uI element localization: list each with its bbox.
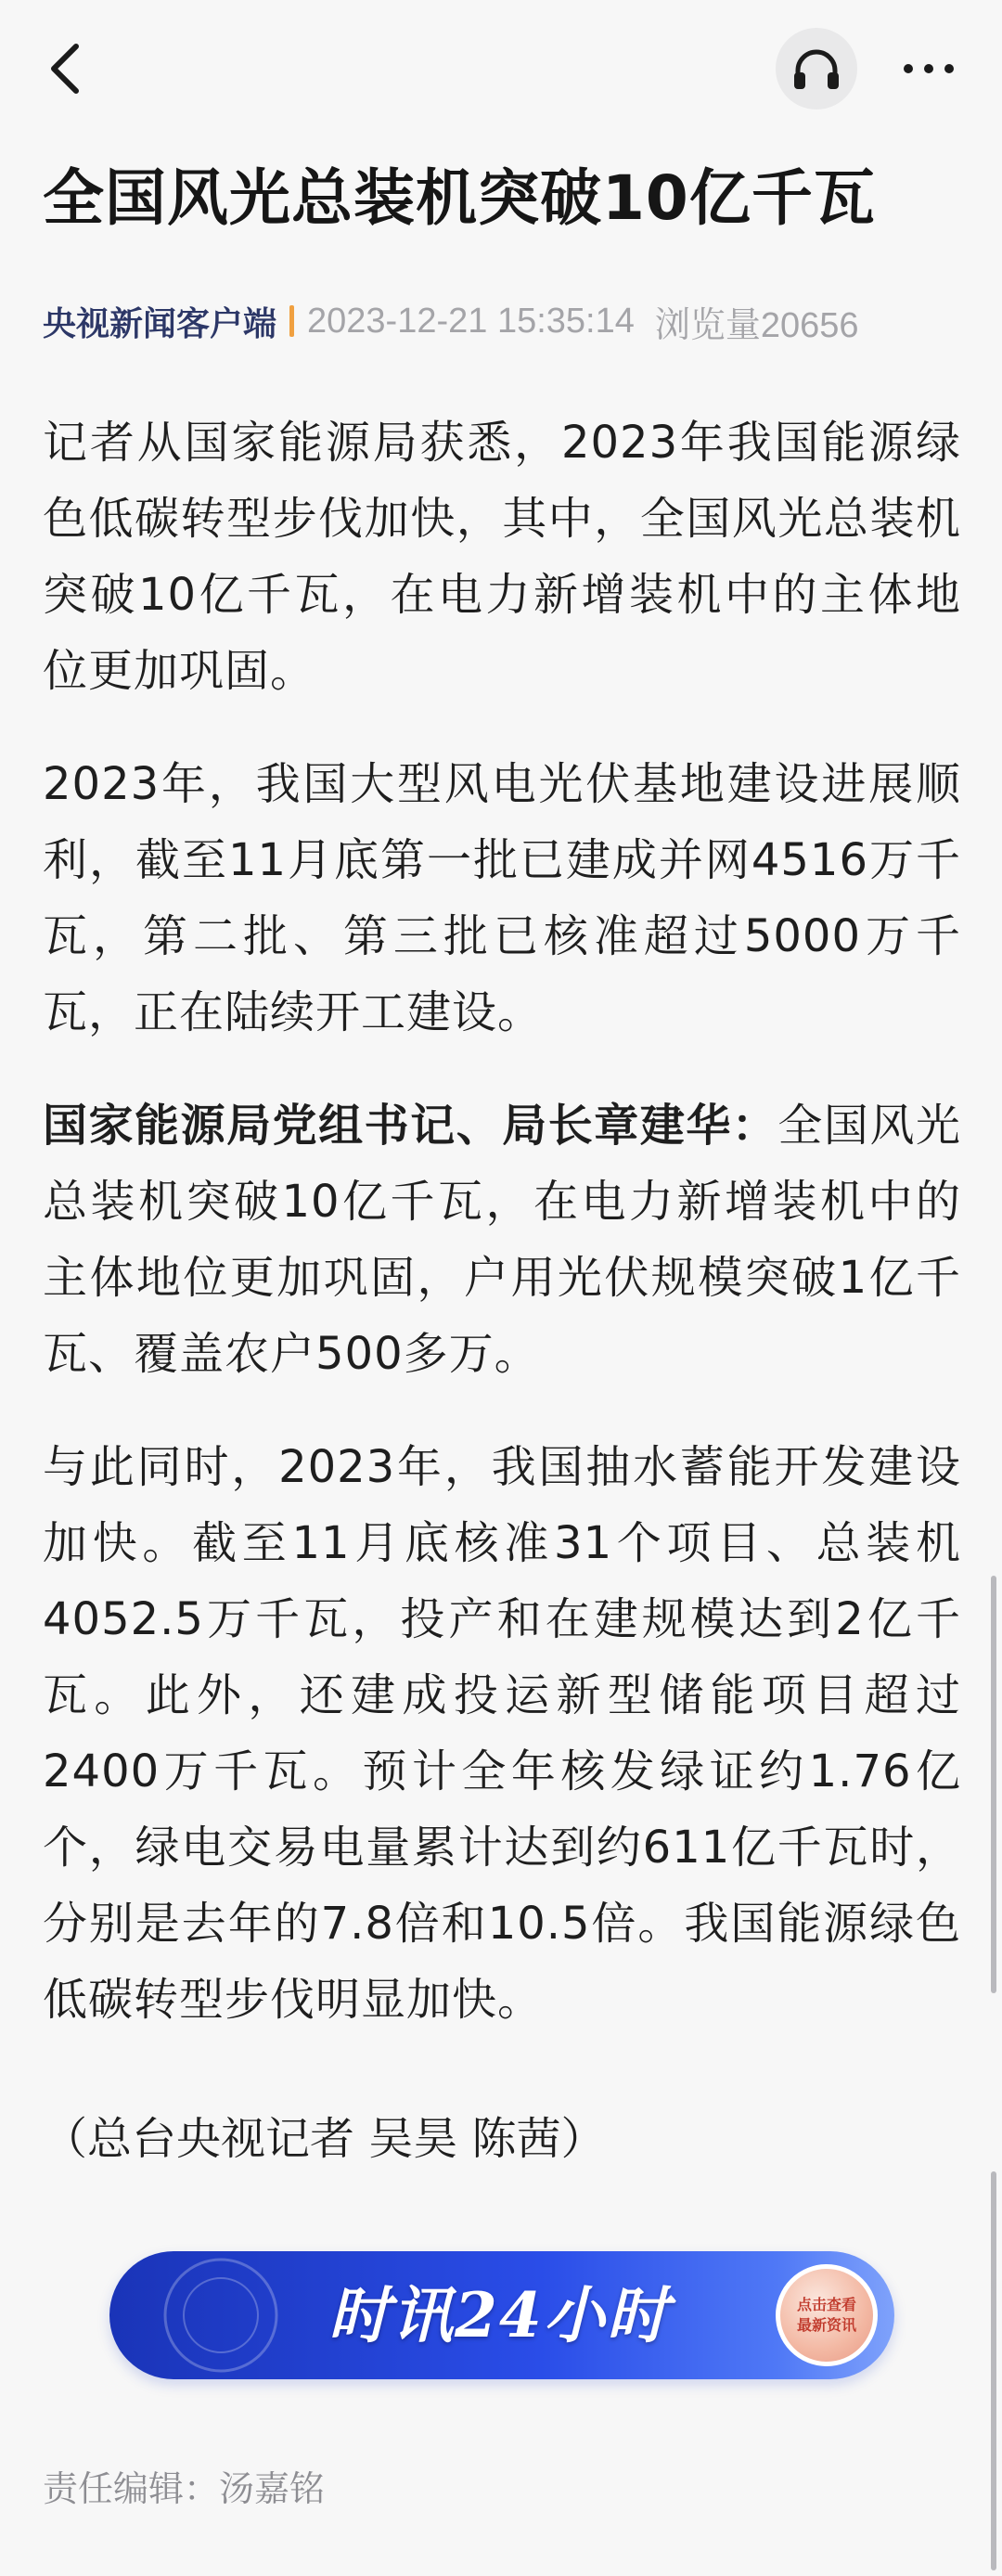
badge-line-1: 点击查看 [796,2296,856,2313]
scrollbar-segment[interactable] [991,1576,996,1993]
scrollbar-segment-lower[interactable] [991,2171,996,2570]
meta-divider [289,305,294,337]
paragraph-text: 全国风光总装机突破10亿千瓦，在电力新增装机中的主体地位更加巩固，户用光伏规模突破1亿千瓦、覆盖农户500多万。 [43,1100,961,1380]
article-title: 全国风光总装机突破10亿千瓦 [43,162,876,234]
reporter-credit: （总台央视记者 吴昊 陈茜） [43,2113,606,2165]
paragraph-text: 与此同时，2023年，我国抽水蓄能开发建设加快。截至11月底核准31个项目、总装机4052.5万千瓦，投产和在建规模达到2亿千瓦。此外，还建成投运新型储能项目超过2400万千瓦。预计全年核发绿证约1.76亿个，绿电交易电量累计达到约611亿千瓦时，分别是去年的7.8倍和10.5倍。我国能源绿色低碳转型步伐明显加快。 [43,1441,961,2026]
view-count: 浏览量20656 [654,305,859,345]
news-24h-banner[interactable] [109,2251,894,2379]
source-link[interactable]: 央视新闻客户端 [43,304,277,343]
listen-button[interactable] [776,28,857,109]
top-bar [0,0,1002,139]
banner-badge[interactable] [776,2264,878,2366]
back-button[interactable] [37,37,93,100]
paragraph-1 [43,405,961,709]
badge-line-2: 最新资讯 [796,2316,856,2334]
more-options-button[interactable] [896,41,961,97]
paragraph-2 [43,746,961,1050]
article-body [43,405,961,2075]
paragraph-text: 2023年，我国大型风电光伏基地建设进展顺利，截至11月底第一批已建成并网4516万千瓦，第二批、第三批已核准超过5000万千瓦，正在陆续开工建设。 [43,758,961,1038]
headphones-icon [792,46,841,91]
chevron-left-icon [46,41,84,97]
banner-title: 时讯24小时 [328,2279,670,2351]
paragraph-text: 记者从国家能源局获悉，2023年我国能源绿色低碳转型步伐加快，其中，全国风光总装机突破10亿千瓦，在电力新增装机中的主体地位更加巩固。 [43,417,961,697]
more-dots-icon [901,62,957,75]
paragraph-4 [43,1429,961,2038]
article-meta [43,295,859,347]
paragraph-3 [43,1088,961,1392]
paragraph-lead: 国家能源局党组书记、局长章建华： [43,1100,778,1152]
responsible-editor: 责任编辑：汤嘉铭 [43,2468,326,2509]
banner-decoration-icon [137,2251,304,2379]
publish-time: 2023-12-21 15:35:14 [307,301,635,341]
